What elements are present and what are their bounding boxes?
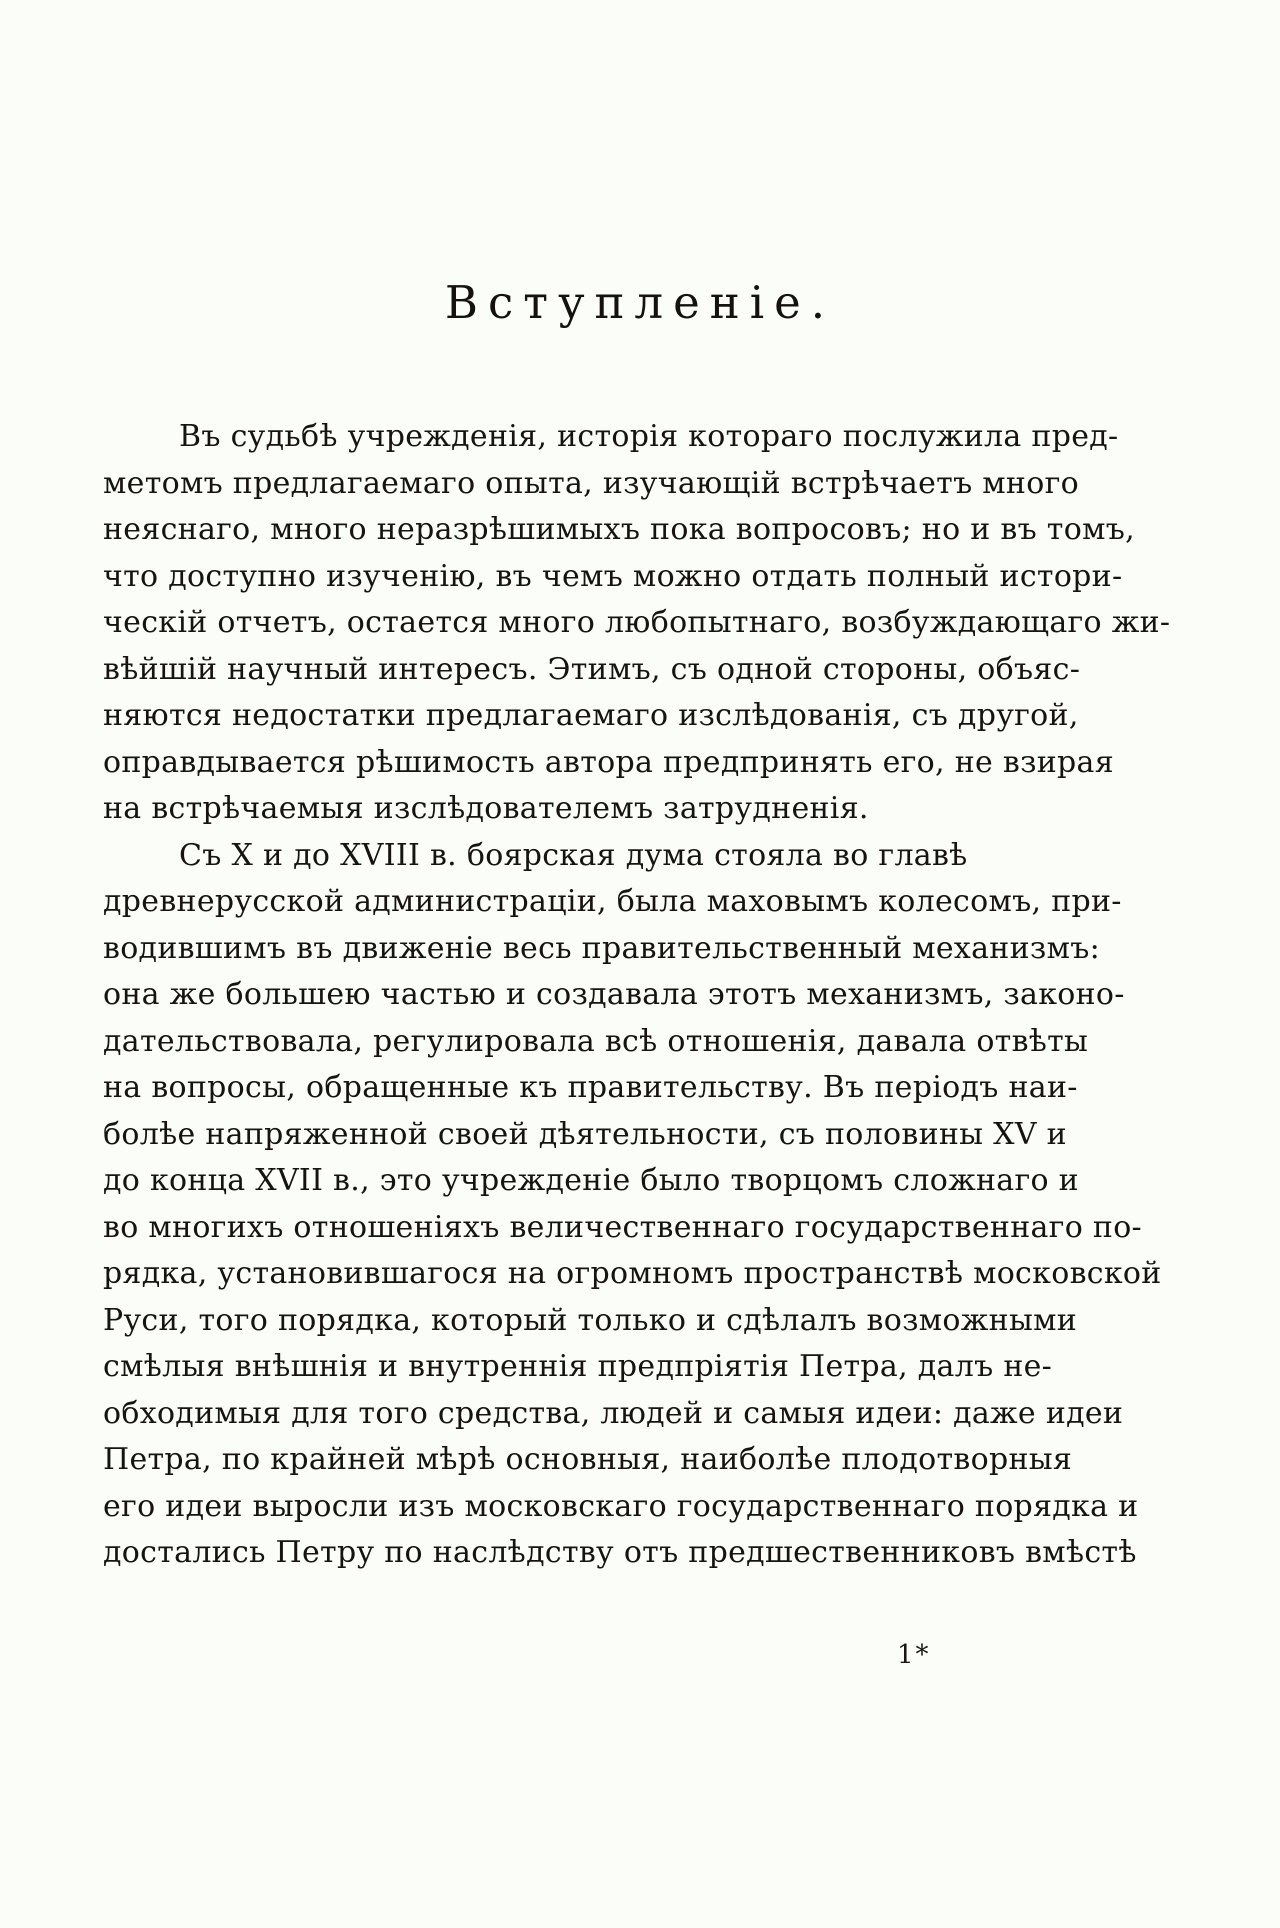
text-line: его идеи выросли изъ московскаго государственнаго порядка и xyxy=(103,1488,1139,1524)
text-line: смѣлыя внѣшнія и внутреннія предпріятія Петра, далъ не- xyxy=(103,1349,1053,1384)
text-line: болѣе напряженной своей дѣятельности, съ половины XV и xyxy=(103,1116,1067,1152)
text-line: Съ X и до XVIII в. боярская дума стояла во главѣ xyxy=(179,837,968,873)
text-line: оправдывается рѣшимость автора предпринять его, не взирая xyxy=(103,744,1114,780)
body-text-block xyxy=(103,414,1171,1577)
text-line: неяснаго, много неразрѣшимыхъ пока вопросовъ; но и въ томъ, xyxy=(103,512,1135,547)
text-line: достались Петру по наслѣдству отъ предшественниковъ вмѣстѣ xyxy=(103,1535,1137,1570)
chapter-title: Вступленіе. xyxy=(444,276,836,329)
text-line: рядка, установившагося на огромномъ пространствѣ московской xyxy=(103,1256,1162,1291)
text-line: водившимъ въ движеніе весь правительственный механизмъ: xyxy=(103,930,1100,966)
signature-mark: 1* xyxy=(897,1640,931,1670)
text-line: обходимыя для того средства, людей и самыя идеи: даже идеи xyxy=(103,1395,1124,1431)
text-line: древнерусской администраціи, была маховымъ колесомъ, при- xyxy=(103,884,1122,919)
text-line: на встрѣчаемыя изслѣдователемъ затрудненія. xyxy=(103,791,869,826)
text-line: ческій отчетъ, остается много любопытнаго, возбуждающаго жи- xyxy=(103,605,1171,640)
text-line: няются недостатки предлагаемаго изслѣдованія, съ другой, xyxy=(103,698,1079,733)
text-line: Петра, по крайней мѣрѣ основныя, наиболѣе плодотворныя xyxy=(103,1442,1073,1477)
text-line: что доступно изученію, въ чемъ можно отдать полный истори- xyxy=(103,558,1123,594)
text-line: во многихъ отношеніяхъ величественнаго государственнаго по- xyxy=(103,1209,1142,1245)
text-line: она же большею частью и создавала этотъ механизмъ, законо- xyxy=(103,977,1125,1012)
text-line: Въ судьбѣ учрежденія, исторія котораго послужила пред- xyxy=(179,419,1119,454)
text-line: метомъ предлагаемаго опыта, изучающій встрѣчаетъ много xyxy=(103,465,1079,501)
text-line: дательствовала, регулировала всѣ отношенія, давала отвѣты xyxy=(103,1023,1089,1059)
text-line: на вопросы, обращенные къ правительству. Въ періодъ наи- xyxy=(103,1070,1078,1105)
text-line: Руси, того порядка, который только и сдѣлалъ возможными xyxy=(103,1302,1078,1338)
text-line: до конца XVII в., это учрежденіе было творцомъ сложнаго и xyxy=(103,1163,1079,1198)
text-line: вѣйшій научный интересъ. Этимъ, съ одной стороны, объяс- xyxy=(103,651,1081,687)
